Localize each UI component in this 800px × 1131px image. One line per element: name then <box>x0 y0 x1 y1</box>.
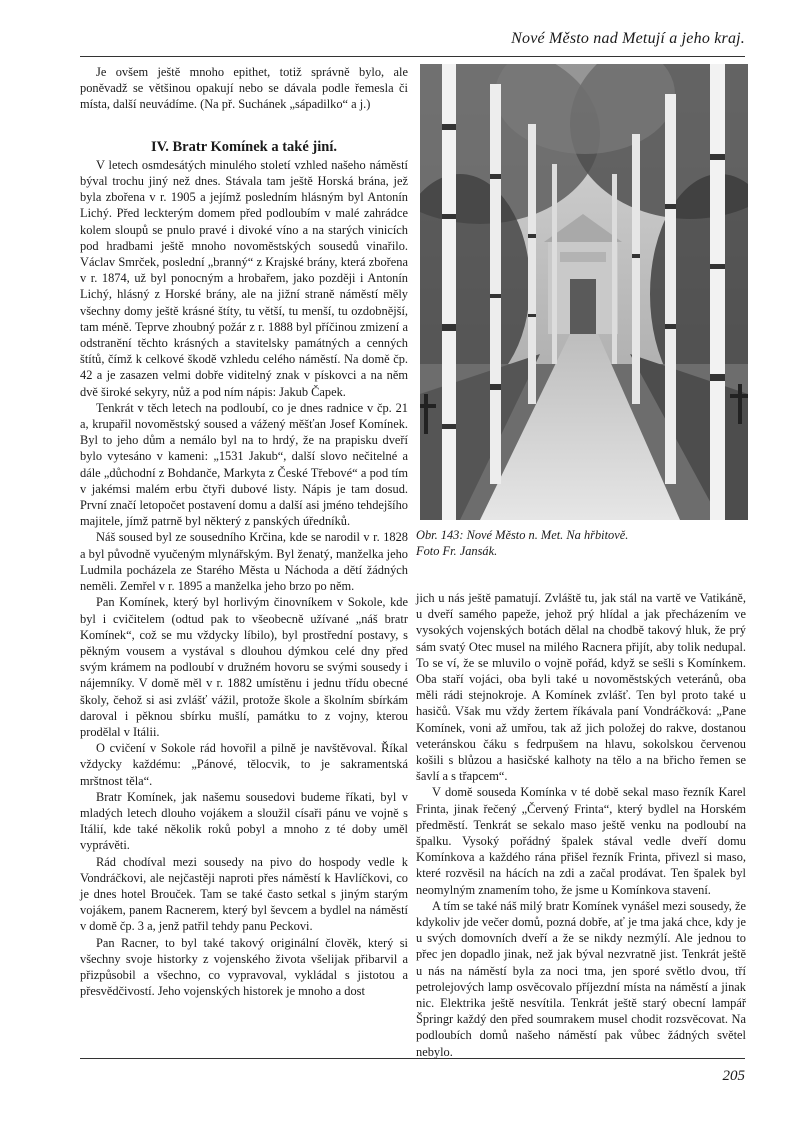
running-title: Nové Město nad Metují a jeho kraj. <box>511 30 745 47</box>
body-paragraph: Rád chodíval mezi sousedy na pivo do hospody vedle k Vondráčkovi, ale nejčastěji naproti přes náměstí k Havlíčkovi, co je dnes hotel Brouček. Tam se také často setkal s jiným starým vojákem, panem Racnerem, který byl ševcem a bydlel na náměstí v domě čp. 3 a, jenž patřil tehdy panu Peckovi. <box>80 854 408 934</box>
body-paragraph: V letech osmdesátých minulého století vzhled našeho náměstí býval trochu jiný než dnes. Stávala tam ještě Horská brána, jež byla zbořena v r. 1905 a jejímž posledním hlásným byl Antonín Lichý. Před leckterým domem před podloubím v malé zahrádce kolem sloupů se pnulo pravé i divoké víno a na starých vinicích pod hradbami ještě mnoho novoměstských sousedů vinařilo. Václav Smrček, poslední „branný“ z Krajské brány, která zbořena v r. 1874, už byl ponocným a hrobařem, jako později i Antonín Lichý, hlásný z Horské brány, ale na jižní straně náměstí měly všechny domy ještě krásné štíty, tu větší, tu menší, tu ozdobnější, tam méně. Teprve zhoubný požár z r. 1888 byl příčinou zmizení a odstranění těchto krásných a stavitelsky památných a cenných štítů, čímž k celkové škodě vzhledu celého náměstí. Na domě čp. 42 a je zasazen velmi dobře viditelný znak v pískovci a na něm dvě široké sekyry, nůž a pod ním nápis: Jakub Čapek. <box>80 157 408 399</box>
caption-title: Obr. 143: Nové Město n. Met. Na hřbitově. <box>416 528 629 542</box>
body-paragraph: Pan Komínek, který byl horlivým činovníkem v Sokole, kde byl i cvičitelem (odtud pak to všeobecně užívané „náš bratr Komínek“, což se mu vždycky líbilo), byl prostřední postavy, s pěkným vousem a vystával s dlouhou dýmkou celé dny před svým krámem na podloubí v družném hovoru se svými sousedy i nájemníky. V domě měl v r. 1882 umístěnu i jednu třídu obecné školy, čehož si asi zvlášť vážil, protože škole a školním sbírkám daroval i pěknou sbírku mušlí, památku to z vojny, kterou prodělal v Itálii. <box>80 595 408 739</box>
body-paragraph: Pan Racner, to byl také takový originální člověk, který si všechny svoje historky z vojenského života všelijak přibarvil a přizpůsobil a všechno, co vypravoval, vykládal s jistotou a přesvědčivostí. Jeho vojenských historek je mnoho a dost <box>80 935 408 999</box>
cemetery-photo <box>420 64 748 520</box>
header-rule <box>80 56 745 57</box>
cemetery-photo-illustration <box>420 64 748 520</box>
body-paragraph: A tím se také náš milý bratr Komínek vynášel mezi sousedy, že kdykoliv jde večer domů, pozná dobře, ať je tma jaká chce, kdy je u svých domovních dveří a že se nikdy nezmýlí. Ale jednou to přec jen dopadlo jinak, než jak býval nezvratně jist. Tenkrát ještě u nás na náměstí byla za noci tma, jen sporé světlo dvou, tří petrolejových lamp osvěcovalo příjezdní místa na náměstí a jinak nic. Elektrika ještě nesvítila. Tenkrát ještě starý obecní lampář Špringr každý den před soumrakem musel chodit rozsvěcovat. Na podloubích domů našeho náměstí pak vůbec žádných světel nebylo. <box>416 898 746 1059</box>
left-column <box>80 64 408 999</box>
body-paragraph: Bratr Komínek, jak našemu sousedovi budeme říkati, byl v mladých letech dlouho vojákem a sloužil císaři pánu ve vojně s Itálií, kde také několik roků pobyl a mnoho z té doby uměl vyprávěti. <box>80 789 408 853</box>
right-column <box>416 590 746 1060</box>
body-paragraph: Tenkrát v těch letech na podloubí, co je dnes radnice v čp. 21 a, krupařil novoměstský soused a vážený měšťan Josef Komínek. Byl to jeho dům a nemálo byl na to hrdý, že na prapisku dveří bylo vytesáno v kameni: „1531 Jakub“, další slovo nečitelné a dále „důchodní z Bohdanče, Markyta z České Třebové“ a pod tím v jakémsi malém erbu čtyři dubové listy. Nápis je tam dosud. První značí letopočet postavení domu a další asi jméno tehdejšího majitele, jímž patrně byl některý z panských úředníků. <box>80 400 408 529</box>
section-heading: IV. Bratr Komínek a také jiní. <box>151 138 337 155</box>
body-paragraph: V domě souseda Komínka v té době sekal maso řezník Karel Frinta, jinak řečený „Červený Frinta“, který bydlel na Horském předměstí. Tenkrát se sekalo maso ještě venku na podloubí na špalku. Vysoký pořádný špalek stával vedle dveří domu Komínkova a každého rána přišel řezník Frinta, přivezl si maso, které rozvěsil na hácích na zdi a začal prodávat. Ten špalek byl neomylným znamením toho, že jsme u Komínkova stavení. <box>416 785 746 897</box>
body-paragraph: O cvičení v Sokole rád hovořil a pilně je navštěvoval. Říkal vždycky každému: „Pánové, tělocvik, to je sakramentská mrštnost těla“. <box>80 741 408 788</box>
caption-credit: Foto Fr. Jansák. <box>416 544 498 558</box>
page-number: 205 <box>722 1068 745 1084</box>
figure-caption <box>416 527 746 559</box>
body-paragraph: jich u nás ještě pamatují. Zvláště tu, jak stál na vartě ve Vatikáně, u dveří samého papeže, jehož prý hlídal a jak přecházením ve vysokých vojenských botách dělal na chodbě takový hluk, že prý sám svatý Otec musel na milého Racnera přijít, aby tolik nedupal. To se ví, že se mluvilo o vojně pořád, když se sešli s Komínkem. Oba staří vojáci, oba byli také u novoměstských veteránů, oba měli rádi stejnokroje. A Komínek zvlášť. Ten byl proto také u hasičů. Však mu vždy žertem říkávala paní Vondráčková: „Pane Komínek, voni až umřou, tak až jich položej do rakve, dostanou veteránskou čáku s fedrpušem na hlavu, sokolskou červenou košili s blůzou a hasičské kalhoty na tělo a na břicho řemen se šavlí a s třapcem“. <box>416 591 746 784</box>
footer-rule <box>80 1058 745 1059</box>
body-paragraph: Náš soused byl ze sousedního Krčina, kde se narodil v r. 1828 a byl původně vyučeným mlynářským. Byl ženatý, manželka jeho Ludmila pocházela ze Starého Města u Náchoda a dětí žádných neměli. Zemřel v r. 1895 a manželka jeho brzo po něm. <box>80 530 408 594</box>
body-paragraph: Je ovšem ještě mnoho epithet, totiž správně bylo, ale poněvadž se většinou opakují nebo se dávala podle řemesla či místa, další neuvádíme. (Na př. Suchánek „sápadilko“ a j.) <box>80 65 408 112</box>
